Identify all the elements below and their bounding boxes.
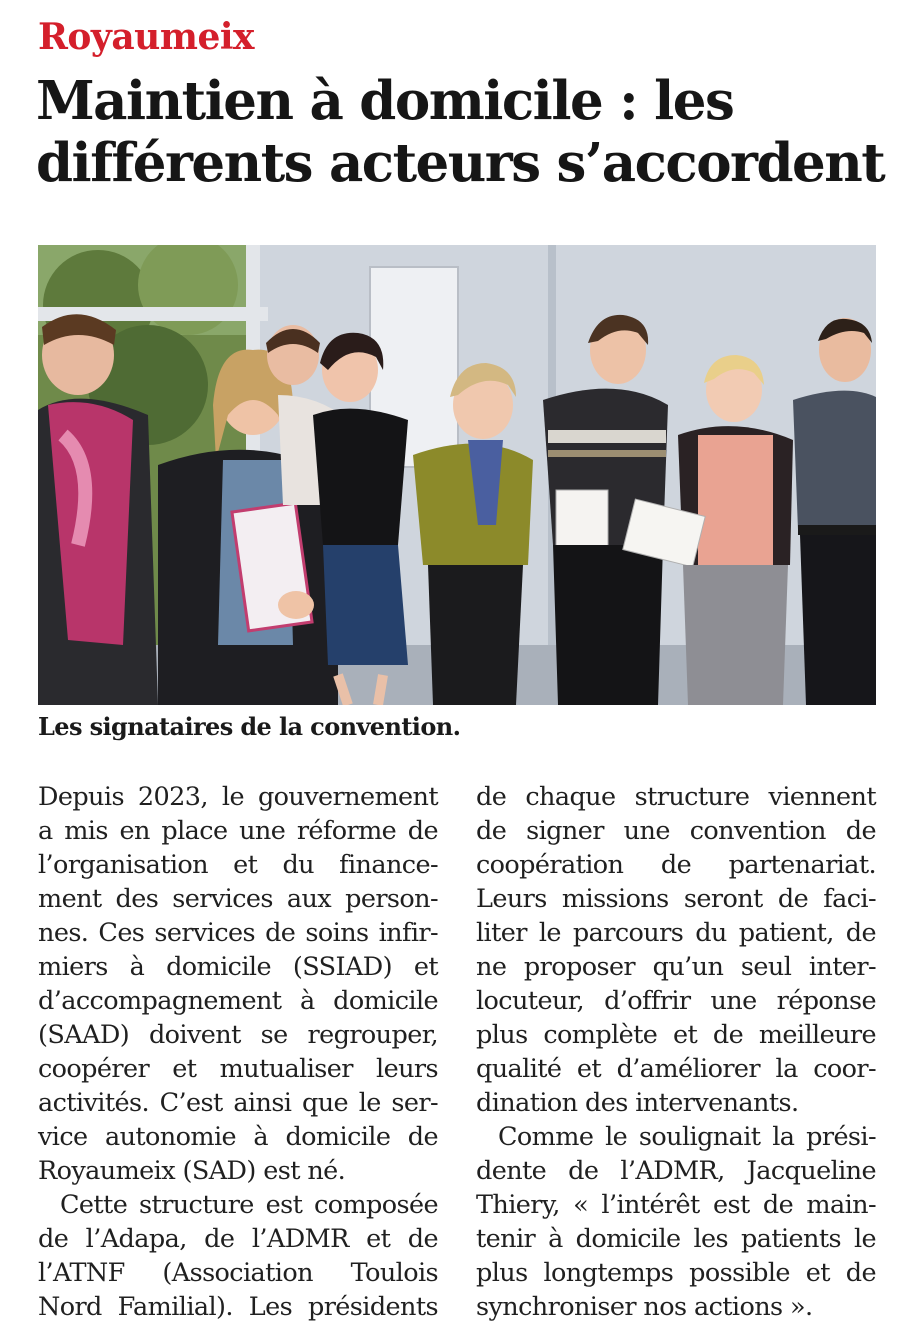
text-line: plus longtemps possible et de [476, 1258, 876, 1288]
text-line: liter le parcours du patient, de [476, 918, 876, 948]
group-photo [38, 245, 876, 705]
text-line: l’ATNF (Association Toulois [38, 1258, 438, 1288]
text-line: de signer une convention de [476, 816, 876, 846]
headline [36, 70, 886, 194]
section-kicker: Royaumeix [38, 16, 254, 58]
text-line: (SAAD) doivent se regrouper, [38, 1020, 438, 1050]
text-line: vice autonomie à domicile de [38, 1122, 438, 1152]
text-line: tenir à domicile les patients le [476, 1224, 876, 1254]
text-line: coopérer et mutualiser leurs [38, 1054, 438, 1084]
text-line: locuteur, d’offrir une réponse [476, 986, 876, 1016]
text-line: plus complète et de meilleure [476, 1020, 876, 1050]
text-line: Nord Familial). Les présidents [38, 1292, 438, 1322]
text-line: de l’Adapa, de l’ADMR et de [38, 1224, 438, 1254]
photo-caption: Les signataires de la convention. [38, 712, 461, 741]
text-line: miers à domicile (SSIAD) et [38, 952, 438, 982]
text-line: a mis en place une réforme de [38, 816, 438, 846]
text-line: Depuis 2023, le gouvernement [38, 782, 438, 812]
text-line: de chaque structure viennent [476, 782, 876, 812]
text-line: Thiery, « l’intérêt est de main- [476, 1190, 876, 1220]
text-line: Comme le soulignait la prési- [498, 1122, 876, 1152]
text-line: coopération de partenariat. [476, 850, 876, 880]
text-line: ne proposer qu’un seul inter- [476, 952, 876, 982]
paragraph-1 [38, 780, 438, 1188]
article-photo [38, 245, 876, 705]
paragraph-2-cont [476, 780, 876, 1120]
text-line: l’organisation et du finance- [38, 850, 438, 880]
text-line: d’accompagnement à domicile [38, 986, 438, 1016]
text-line: dente de l’ADMR, Jacqueline [476, 1156, 876, 1186]
text-line: Leurs missions seront de faci- [476, 884, 876, 914]
article-column-right [476, 780, 876, 1324]
headline-line-2: différents acteurs s’accordent [36, 132, 885, 194]
text-line: Royaumeix (SAD) est né. [38, 1156, 346, 1186]
paragraph-3 [476, 1120, 876, 1324]
text-line: activités. C’est ainsi que le ser- [38, 1088, 438, 1118]
headline-line-1: Maintien à domicile : les [36, 70, 734, 132]
article-column-left [38, 780, 438, 1324]
text-line: dination des intervenants. [476, 1088, 799, 1118]
text-line: Cette structure est composée [60, 1190, 438, 1220]
text-line: nes. Ces services de soins infir- [38, 918, 438, 948]
text-line: synchroniser nos actions ». [476, 1292, 813, 1322]
text-line: qualité et d’améliorer la coor- [476, 1054, 876, 1084]
text-line: ment des services aux person- [38, 884, 438, 914]
paragraph-2 [38, 1188, 438, 1324]
